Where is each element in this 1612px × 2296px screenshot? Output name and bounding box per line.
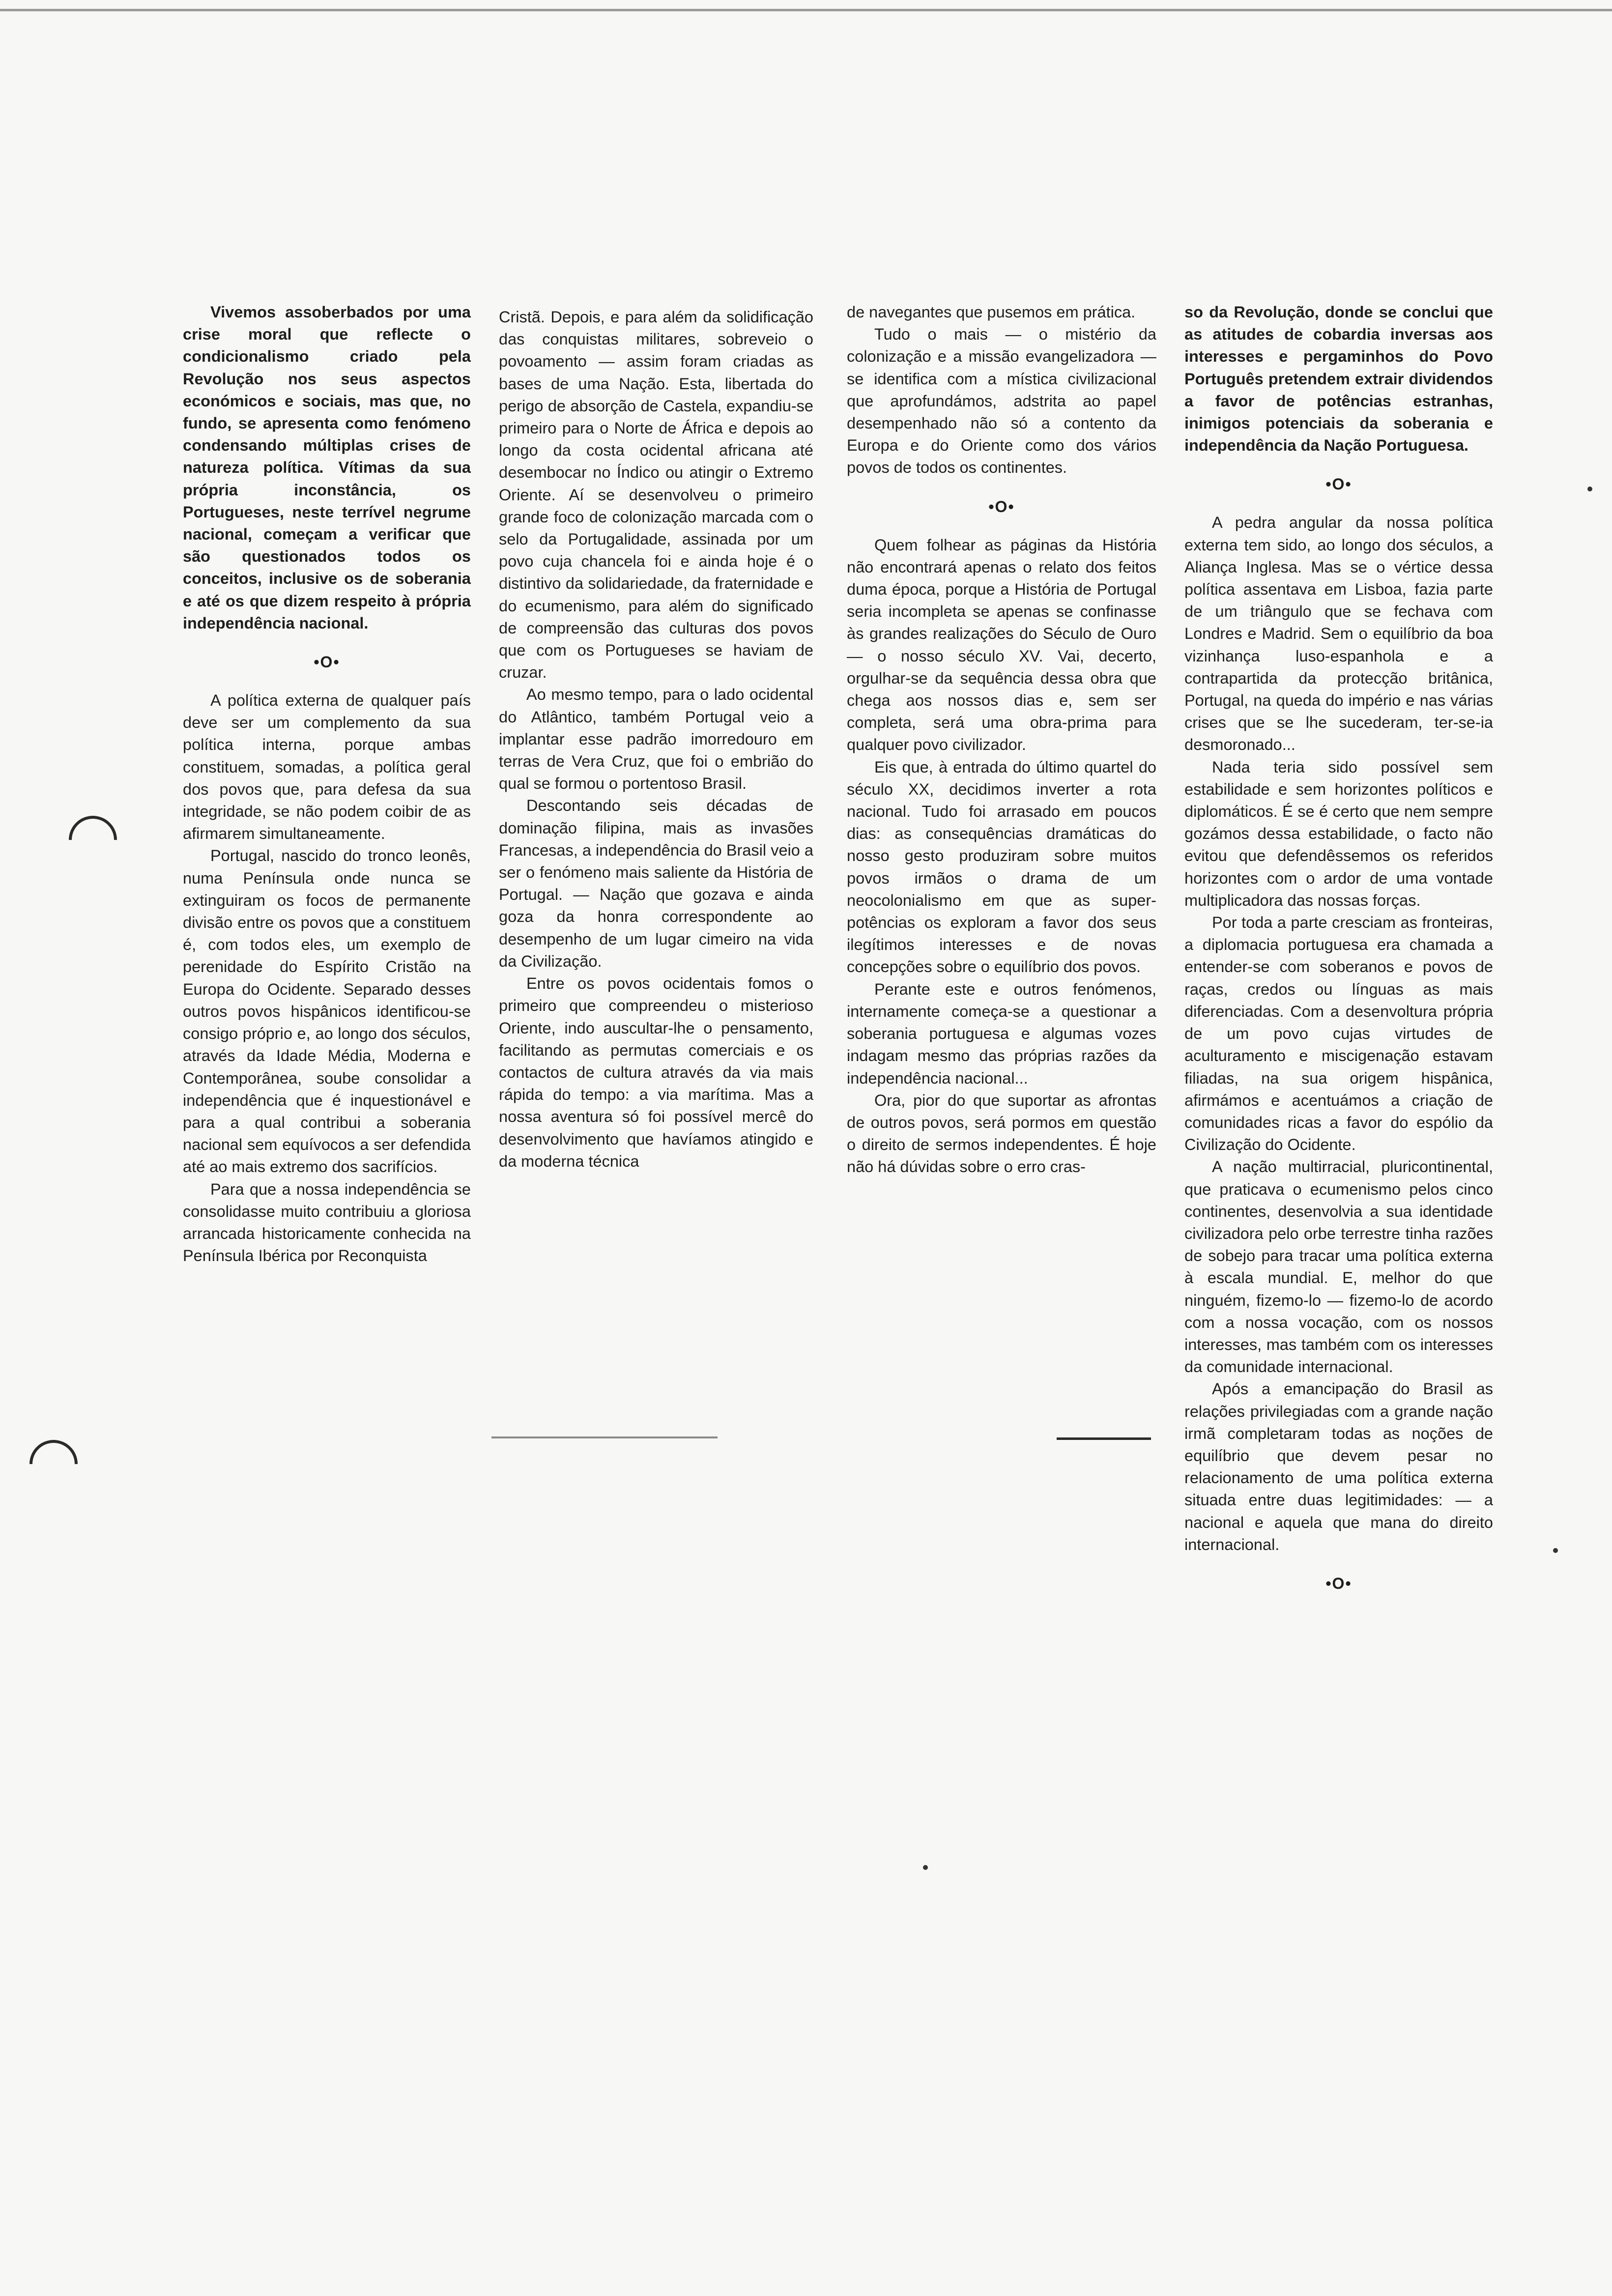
paragraph: A política externa de qualquer país deve ser um complemento da sua política interna, porque ambas constituem, somadas, a política geral dos povos que, para defesa da sua integridade, se não podem coibir de as afirmarem simultaneamente.	[183, 691, 471, 843]
paragraph: A nação multirracial, pluricontinental, que praticava o ecumenismo pelos cinco continentes, desenvolvia a sua identidade civilizadora pelo orbe terrestre tinha razões de sobejo para tracar uma política externa à escala mundial. E, melhor do que ninguém, fizemo-lo — fizemo-lo de acordo com a nossa vocação, com os nossos interesses, mas também com os interesses da comunidade internacional.	[1184, 1158, 1493, 1376]
paragraph: Portugal, nascido do tronco leonês, numa Península onde nunca se extinguiram os focos de permanente divisão entre os povos que a constituem é, com todos eles, um exemplo de perenidade do Espírito Cristão na Europa do Ocidente. Separado desses outros povos hispânicos identificou-se consigo próprio e, ao longo dos séculos, através da Idade Média, Moderna e Contemporânea, soube consolidar a independência que é inquestionável e para a qual contribui a soberania nacional sem equívocos a ser defendida até ao mais extremo dos sacrifícios.	[183, 847, 471, 1176]
paragraph: Para que a nossa independência se consolidasse muito contribuiu a gloriosa arrancada historicamente conhecida na Península Ibérica por Reconquista	[183, 1180, 471, 1265]
column-end-rule	[1057, 1437, 1151, 1440]
column-end-rule	[491, 1436, 718, 1438]
paragraph: Ora, pior do que suportar as afrontas de outros povos, será pormos em questão o direito de sermos independentes. É hoje não há dúvidas sobre o erro cras-	[847, 1091, 1156, 1176]
paragraph: Nada teria sido possível sem estabilidade e sem horizontes políticos e diplomáticos. É se é certo que nem sempre gozámos dessa estabilidade, o facto não evitou que defendêssemos os referidos horizontes com o ardor de uma vontade multiplicadora das nossas forças.	[1184, 758, 1493, 909]
paragraph: de navegantes que pusemos em prática.	[847, 303, 1136, 321]
section-ornament: •O•	[1325, 1574, 1352, 1592]
punch-hole-icon	[59, 806, 127, 874]
section-ornament: •O•	[988, 497, 1015, 516]
paragraph: so da Revolução, donde se conclui que as atitudes de cobardia inversas aos interesses e pergaminhos do Povo Português pretendem extrair dividendos a favor de potências estranhas, inimigos potenciais da soberania e independência da Nação Portuguesa.	[1184, 303, 1493, 455]
paragraph: Vivemos assoberbados por uma crise moral que reflecte o condicionalismo criado pela Revolução nos seus aspectos económicos e sociais, mas que, no fundo, se apresenta como fenómeno condensando múltiplas crises de natureza política. Vítimas da sua própria inconstância, os Portugueses, neste terrível negrume nacional, começam a verificar que são questionados todos os conceitos, inclusive os de soberania e até os que dizem respeito à própria independência nacional.	[183, 303, 471, 632]
article-column-3	[847, 301, 1156, 1178]
paragraph: Perante este e outros fenómenos, internamente começa-se a questionar a soberania portuguesa e algumas vozes indagam mesmo das próprias razões da independência nacional...	[847, 980, 1156, 1087]
paragraph: Por toda a parte cresciam as fronteiras, a diplomacia portuguesa era chamada a entender-se com soberanos e povos de raças, credos ou línguas as mais diferenciadas. Com a desenvoltura própria de um povo cujas virtudes de aculturamento e miscigenação estavam filiadas, na sua origem hispânica, afirmámos e acentuámos a criação de comunidades ricas a favor do espólio da Civilização do Ocidente.	[1184, 914, 1493, 1154]
paragraph: Ao mesmo tempo, para o lado ocidental do Atlântico, também Portugal veio a implantar esse padrão imorredouro em terras de Vera Cruz, que foi o embrião do qual se formou o portentoso Brasil.	[499, 686, 813, 793]
paragraph: Tudo o mais — o mistério da colonização e a missão evangelizadora — se identifica com a mística civilizacional que aprofundámos, adstrita ao papel desempenhado não só a contento da Europa e do Oriente como dos vários povos de todos os continentes.	[847, 325, 1156, 477]
speck-mark	[923, 1865, 928, 1870]
section-ornament: •O•	[314, 653, 340, 671]
speck-mark	[1553, 1548, 1558, 1553]
paragraph: Quem folhear as páginas da História não encontrará apenas o relato dos feitos duma época, porque a História de Portugal seria incompleta se apenas se confinasse às grandes realizações do Século de Ouro — o nosso século XV. Vai, decerto, orgulhar-se da sequência dessa obra que chega aos nossos dias e, sem ser completa, será uma obra-prima para qualquer povo civilizador.	[847, 536, 1156, 754]
article-column-4	[1184, 301, 1493, 1611]
paragraph: Após a emancipação do Brasil as relações privilegiadas com a grande nação irmã completaram todas as noções de equilíbrio que devem pesar no relacionamento de uma política externa situada entre duas legitimidades: — a nacional e aquela que mana do direito internacional.	[1184, 1380, 1493, 1553]
section-ornament: •O•	[1325, 475, 1352, 493]
paragraph: Entre os povos ocidentais fomos o primeiro que compreendeu o misterioso Oriente, indo auscultar-lhe o pensamento, facilitando as permutas comerciais e os contactos de cultura através da via mais rápida do tempo: a via marítima. Mas a nossa aventura só foi possível mercê do desenvolvimento que havíamos atingido e da moderna técnica	[499, 975, 813, 1170]
article-column-1	[183, 301, 471, 1267]
article-column-2	[499, 306, 813, 1173]
paragraph: Descontando seis décadas de dominação filipina, mais as invasões Francesas, a independência do Brasil veio a ser o fenómeno mais saliente da História de Portugal. — Nação que gozava e ainda goza da honra correspondente ao desempenho de um lugar cimeiro na vida da Civilização.	[499, 797, 813, 970]
paragraph: A pedra angular da nossa política externa tem sido, ao longo dos séculos, a Aliança Inglesa. Mas se o vértice dessa política assentava em Lisboa, fazia parte de um triângulo que se fechava com Londres e Madrid. Sem o equilíbrio da boa vizinhança luso-espanhola e a contrapartida da protecção britânica, Portugal, na queda do império e nas várias crises que se lhe sucederam, ter-se-ia desmoronado...	[1184, 514, 1493, 754]
punch-hole-icon	[20, 1430, 88, 1498]
paragraph: Eis que, à entrada do último quartel do século XX, decidimos inverter a rota nacional. Tudo foi arrasado em poucos dias: as consequências dramáticas do nosso gesto produziram sobre muitos povos irmãos o drama de um neocolonialismo em que as super-potências os exploram a favor dos seus ilegítimos interesses e de novas concepções sobre o equilíbrio dos povos.	[847, 758, 1156, 976]
top-border-rule	[0, 9, 1612, 11]
speck-mark	[1587, 487, 1592, 491]
paragraph: Cristã. Depois, e para além da solidificação das conquistas militares, sobreveio o povoamento — assim foram criadas as bases de uma Nação. Esta, libertada do perigo de absorção de Castela, expandiu-se primeiro para o Norte de África e depois ao longo da costa ocidental africana até desembocar no Índico ou atingir o Extremo Oriente. Aí se desenvolveu o primeiro grande foco de colonização marcada com o selo da Portugalidade, assinada por um povo cuja chancela foi e ainda hoje é o distintivo da solidariedade, da fraternidade e do ecumenismo, para além do significado de compreensão das culturas dos povos que com os Portugueses se haviam de cruzar.	[499, 308, 813, 682]
